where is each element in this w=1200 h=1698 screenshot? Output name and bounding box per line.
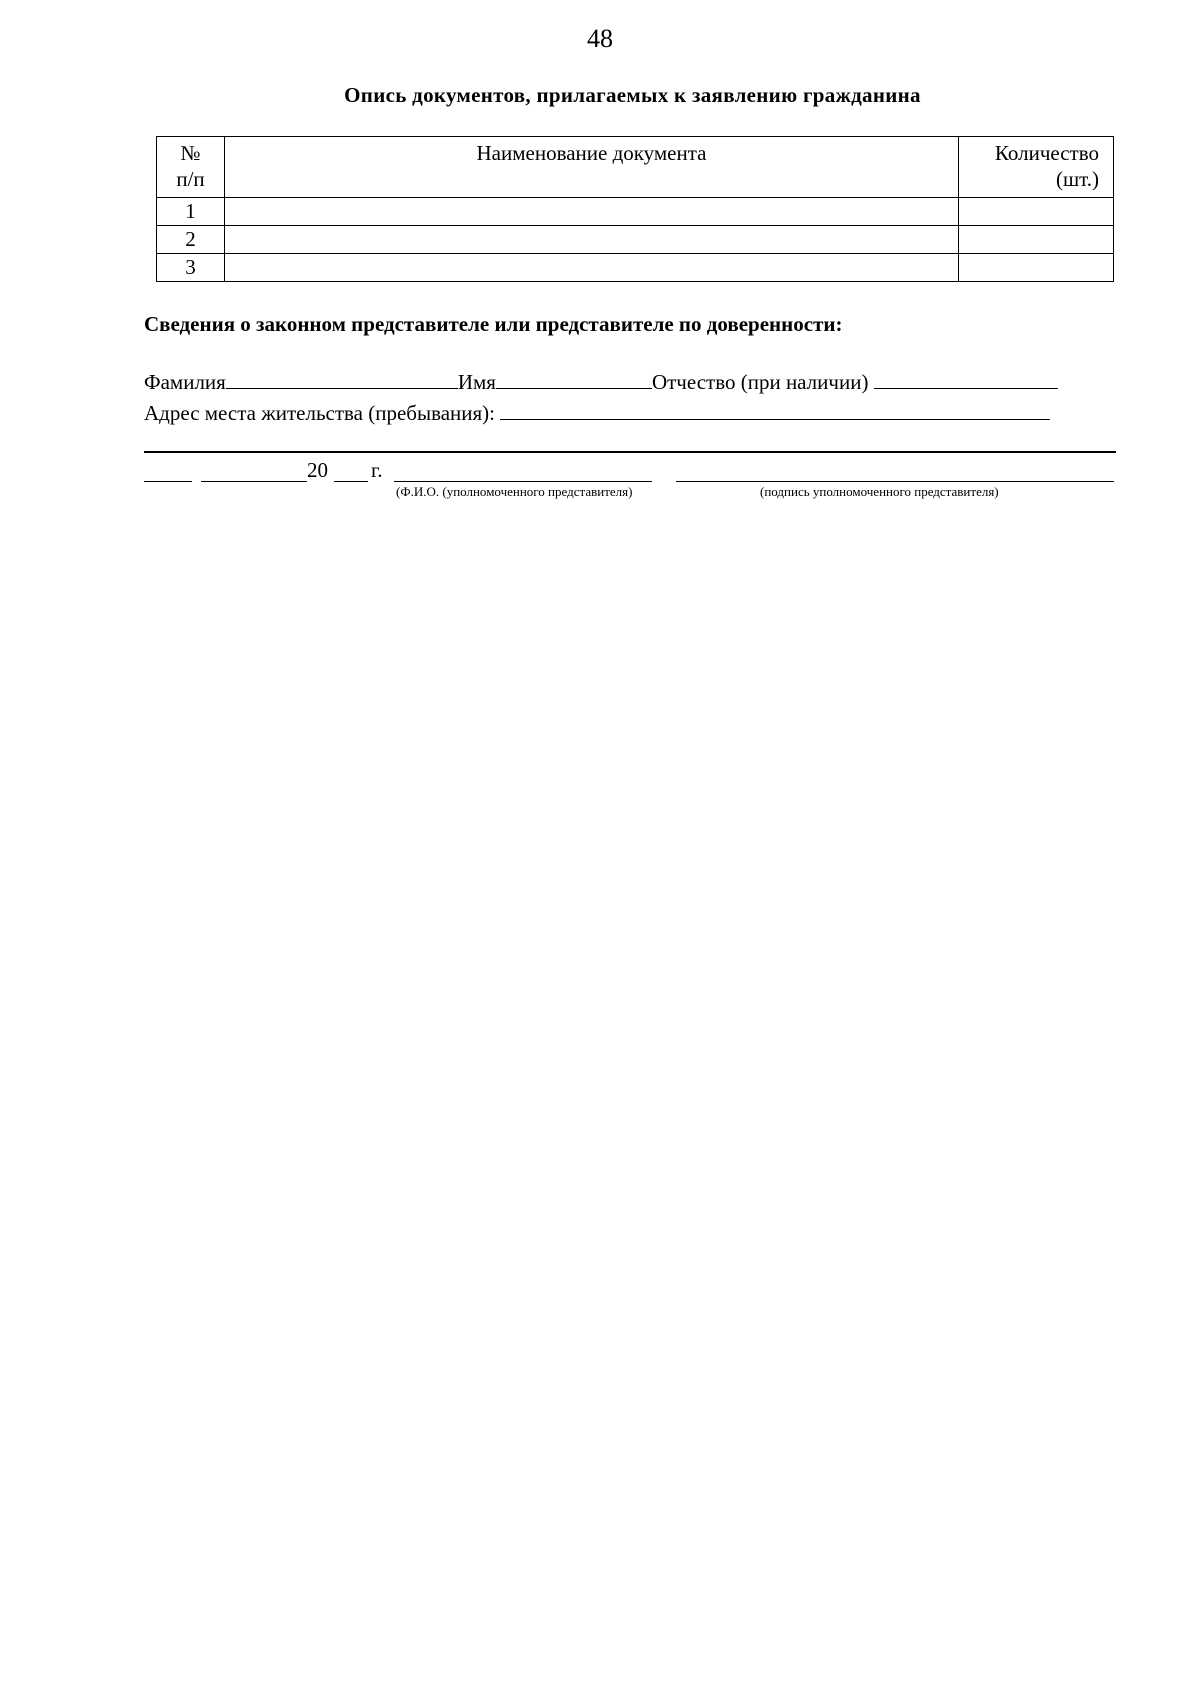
row-number: 2 xyxy=(157,226,225,254)
header-quantity-line2: (шт.) xyxy=(1055,167,1099,191)
row-document-name-cell[interactable] xyxy=(225,254,959,282)
documents-table xyxy=(156,136,1114,282)
row-quantity-cell[interactable] xyxy=(959,198,1114,226)
name-field[interactable] xyxy=(496,366,652,389)
row-number: 1 xyxy=(157,198,225,226)
document-title: Опись документов, прилагаемых к заявлению гражданина xyxy=(344,83,921,107)
surname-label: Фамилия xyxy=(144,370,226,394)
header-quantity xyxy=(959,137,1114,198)
patronymic-label: Отчество (при наличии) xyxy=(651,370,869,394)
year-suffix: г. xyxy=(371,458,383,482)
representative-section-title: Сведения о законном представителе или представителе по доверенности: xyxy=(144,312,843,336)
day-field[interactable] xyxy=(144,481,192,482)
header-quantity-line1: Количество xyxy=(994,141,1099,165)
table-row xyxy=(157,198,1114,226)
address-label: Адрес места жительства (пребывания): xyxy=(144,401,496,425)
header-document-name: Наименование документа xyxy=(225,137,959,198)
representative-signature-field[interactable] xyxy=(676,481,1114,482)
signature-caption: (подпись уполномоченного представителя) xyxy=(760,484,999,499)
header-number-line2: п/п xyxy=(176,167,205,191)
year-field[interactable] xyxy=(334,481,368,482)
table-row xyxy=(157,254,1114,282)
address-line xyxy=(144,397,1050,426)
table-header-row xyxy=(157,137,1114,198)
row-document-name-cell[interactable] xyxy=(225,226,959,254)
header-number xyxy=(157,137,225,198)
surname-field[interactable] xyxy=(226,366,458,389)
address-continuation-line[interactable] xyxy=(144,451,1116,453)
row-document-name-cell[interactable] xyxy=(225,198,959,226)
year-prefix: 20 xyxy=(307,458,328,482)
representative-name-line xyxy=(144,366,1058,395)
address-field[interactable] xyxy=(500,397,1050,420)
patronymic-field[interactable] xyxy=(874,366,1058,389)
representative-fio-field[interactable] xyxy=(394,481,652,482)
row-quantity-cell[interactable] xyxy=(959,254,1114,282)
month-field[interactable] xyxy=(201,481,307,482)
name-label: Имя xyxy=(457,370,496,394)
fio-caption: (Ф.И.О. (уполномоченного представителя) xyxy=(396,484,633,499)
header-number-line1: № xyxy=(180,141,201,165)
row-quantity-cell[interactable] xyxy=(959,226,1114,254)
table-row xyxy=(157,226,1114,254)
row-number: 3 xyxy=(157,254,225,282)
page-number: 48 xyxy=(587,24,613,53)
